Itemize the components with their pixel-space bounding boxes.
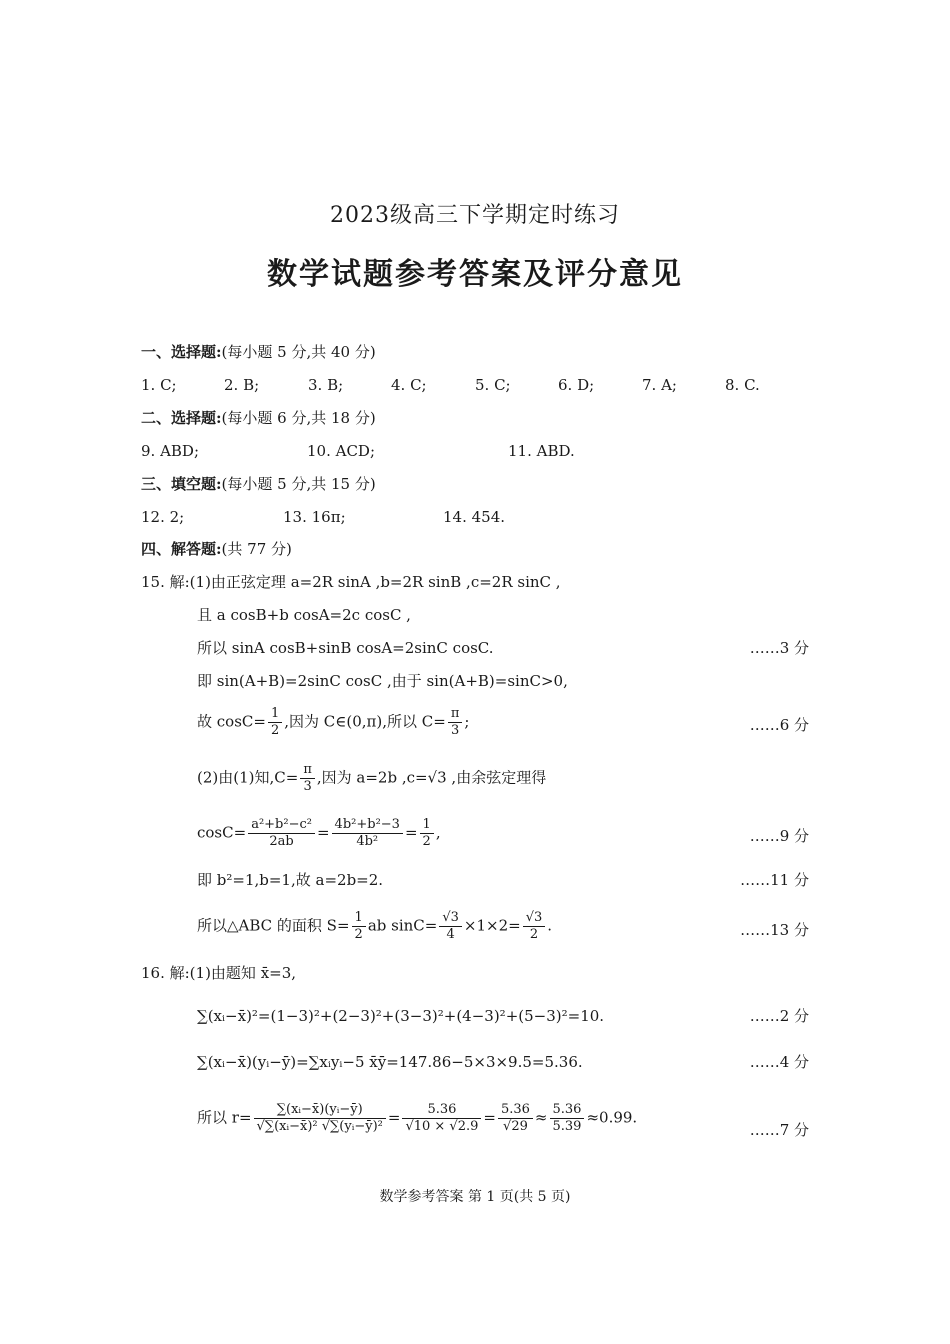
section-2-note: (每小题 6 分,共 18 分) xyxy=(221,409,376,427)
exam-subtitle: 2023级高三下学期定时练习 xyxy=(330,203,620,228)
section-1-heading xyxy=(141,342,376,362)
section-2-heading xyxy=(141,408,376,428)
fraction-denominator: 2 xyxy=(270,723,280,738)
fraction xyxy=(523,910,546,943)
fraction xyxy=(402,1102,481,1135)
fraction-denominator: √10 × √2.9 xyxy=(405,1119,479,1134)
q15-line-9 xyxy=(197,910,552,943)
section-3-head: 三、填空题: xyxy=(141,475,222,493)
answer-2: 2. B; xyxy=(224,376,260,394)
fraction xyxy=(300,762,315,795)
q15-l6-text-a: (2)由(1)知,C= xyxy=(197,768,299,787)
fraction xyxy=(420,817,434,850)
q16-l4-text-d: ≈ xyxy=(534,1108,548,1127)
q15-l9-text-b: ab sinC= xyxy=(367,916,438,935)
fraction-denominator: 2ab xyxy=(269,834,294,849)
section-4-note: (共 77 分) xyxy=(221,540,292,558)
q15-line-1: 15. 解:(1)由正弦定理 a=2R sinA ,b=2R sinB ,c=2R sinC , xyxy=(141,573,561,591)
q16-line-2: ∑(xᵢ−x̄)²=(1−3)²+(2−3)²+(3−3)²+(4−3)²+(5−3)²=10. xyxy=(197,1007,605,1025)
fraction xyxy=(248,817,315,850)
q15-l9-text-a: 所以△ABC 的面积 S= xyxy=(197,916,350,935)
fraction-numerator: 1 xyxy=(352,910,366,927)
q15-l9-text-c: ×1×2= xyxy=(463,916,521,935)
answer-12: 12. 2; xyxy=(141,508,185,526)
q16-l4-text-c: = xyxy=(483,1108,496,1127)
answer-4: 4. C; xyxy=(391,376,427,394)
q15-score-5: ……6 分 xyxy=(749,716,809,734)
fraction xyxy=(498,1102,533,1135)
answer-11: 11. ABD. xyxy=(508,442,575,460)
q15-score-9: ……13 分 xyxy=(740,921,809,939)
q15-l7-text-c: = xyxy=(404,823,418,842)
page-footer: 数学参考答案 第 1 页(共 5 页) xyxy=(379,1189,571,1205)
section-1-head: 一、选择题: xyxy=(141,343,222,361)
fraction-numerator: 5.36 xyxy=(550,1102,585,1119)
fraction-numerator: 4b²+b²−3 xyxy=(332,817,403,834)
fraction-denominator: 3 xyxy=(450,723,460,738)
q15-line-5 xyxy=(197,706,469,739)
fraction xyxy=(448,706,463,739)
q16-score-2: ……2 分 xyxy=(749,1007,809,1025)
fraction-numerator: 1 xyxy=(420,817,434,834)
section-4-heading xyxy=(141,539,292,559)
q16-line-1: 16. 解:(1)由题知 x̄=3, xyxy=(141,964,297,982)
q16-l4-text-b: = xyxy=(387,1108,401,1127)
fraction-denominator: 3 xyxy=(303,779,312,794)
q15-l9-text-d: . xyxy=(547,916,553,935)
answer-7: 7. A; xyxy=(642,376,677,394)
section-3-heading xyxy=(141,474,376,494)
q15-line-8: 即 b²=1,b=1,故 a=2b=2. xyxy=(197,871,384,889)
fraction-denominator: 2 xyxy=(529,927,539,942)
answer-3: 3. B; xyxy=(308,376,344,394)
q15-score-3: ……3 分 xyxy=(749,639,809,657)
section-3-note: (每小题 5 分,共 15 分) xyxy=(221,475,376,493)
q15-l5-text-c: ; xyxy=(464,712,470,731)
fraction-numerator: π xyxy=(448,706,463,723)
fraction-denominator: 2 xyxy=(422,834,431,849)
fraction-numerator: √3 xyxy=(439,910,462,927)
q15-line-2: 且 a cosB+b cosA=2c cosC , xyxy=(197,606,411,624)
answer-14: 14. 454. xyxy=(443,508,506,526)
section-2-head: 二、选择题: xyxy=(141,409,222,427)
fraction-numerator: 5.36 xyxy=(402,1102,481,1119)
q15-l7-text-a: cosC= xyxy=(197,823,247,842)
fraction-numerator: 1 xyxy=(268,706,282,723)
fraction-numerator: π xyxy=(300,762,315,779)
q15-l6-text-b: ,因为 a=2b ,c=√3 ,由余弦定理得 xyxy=(316,768,547,787)
answer-5: 5. C; xyxy=(475,376,511,394)
fraction-numerator: ∑(xᵢ−x̄)(yᵢ−ȳ) xyxy=(254,1102,386,1119)
q15-line-6 xyxy=(197,762,546,795)
exam-title: 数学试题参考答案及评分意见 xyxy=(267,257,683,292)
fraction-numerator: 5.36 xyxy=(498,1102,533,1119)
answer-6: 6. D; xyxy=(558,376,595,394)
q15-l5-text-a: 故 cosC= xyxy=(197,712,266,731)
q16-line-4 xyxy=(197,1102,637,1135)
section-1-note: (每小题 5 分,共 40 分) xyxy=(221,343,376,361)
answer-8: 8. C. xyxy=(725,376,760,394)
answer-1: 1. C; xyxy=(141,376,177,394)
section-4-head: 四、解答题: xyxy=(141,540,222,558)
q15-score-7: ……9 分 xyxy=(749,827,809,845)
fraction xyxy=(254,1102,386,1135)
fraction-denominator: √∑(xᵢ−x̄)² √∑(yᵢ−ȳ)² xyxy=(256,1119,383,1134)
q16-score-3: ……4 分 xyxy=(749,1053,809,1071)
fraction-numerator: √3 xyxy=(523,910,546,927)
q15-l5-text-b: ,因为 C∈(0,π),所以 C= xyxy=(284,712,446,731)
fraction-denominator: √29 xyxy=(503,1119,528,1134)
q15-line-4: 即 sin(A+B)=2sinC cosC ,由于 sin(A+B)=sinC>0, xyxy=(197,672,568,690)
q16-l4-text-a: 所以 r= xyxy=(197,1108,252,1127)
q16-line-3: ∑(xᵢ−x̄)(yᵢ−ȳ)=∑xᵢyᵢ−5 x̄ȳ=147.86−5×3×9.5=5.36. xyxy=(197,1053,583,1071)
fraction xyxy=(268,706,282,739)
fraction xyxy=(352,910,366,943)
fraction xyxy=(332,817,403,850)
fraction-denominator: 2 xyxy=(354,927,363,942)
answer-9: 9. ABD; xyxy=(141,442,200,460)
q16-score-4: ……7 分 xyxy=(749,1121,809,1139)
q16-l4-text-e: ≈0.99. xyxy=(586,1108,638,1127)
fraction-denominator: 4 xyxy=(446,927,455,942)
fraction xyxy=(439,910,462,943)
answer-10: 10. ACD; xyxy=(307,442,376,460)
answer-13: 13. 16π; xyxy=(283,508,346,526)
fraction-denominator: 5.39 xyxy=(552,1119,582,1134)
fraction-denominator: 4b² xyxy=(356,834,379,849)
q15-score-8: ……11 分 xyxy=(740,871,809,889)
fraction-numerator: a²+b²−c² xyxy=(248,817,315,834)
q15-l7-text-d: , xyxy=(435,823,441,842)
q15-line-3: 所以 sinA cosB+sinB cosA=2sinC cosC. xyxy=(197,639,494,657)
q15-line-7 xyxy=(197,817,441,850)
q15-l7-text-b: = xyxy=(316,823,330,842)
fraction xyxy=(550,1102,585,1135)
